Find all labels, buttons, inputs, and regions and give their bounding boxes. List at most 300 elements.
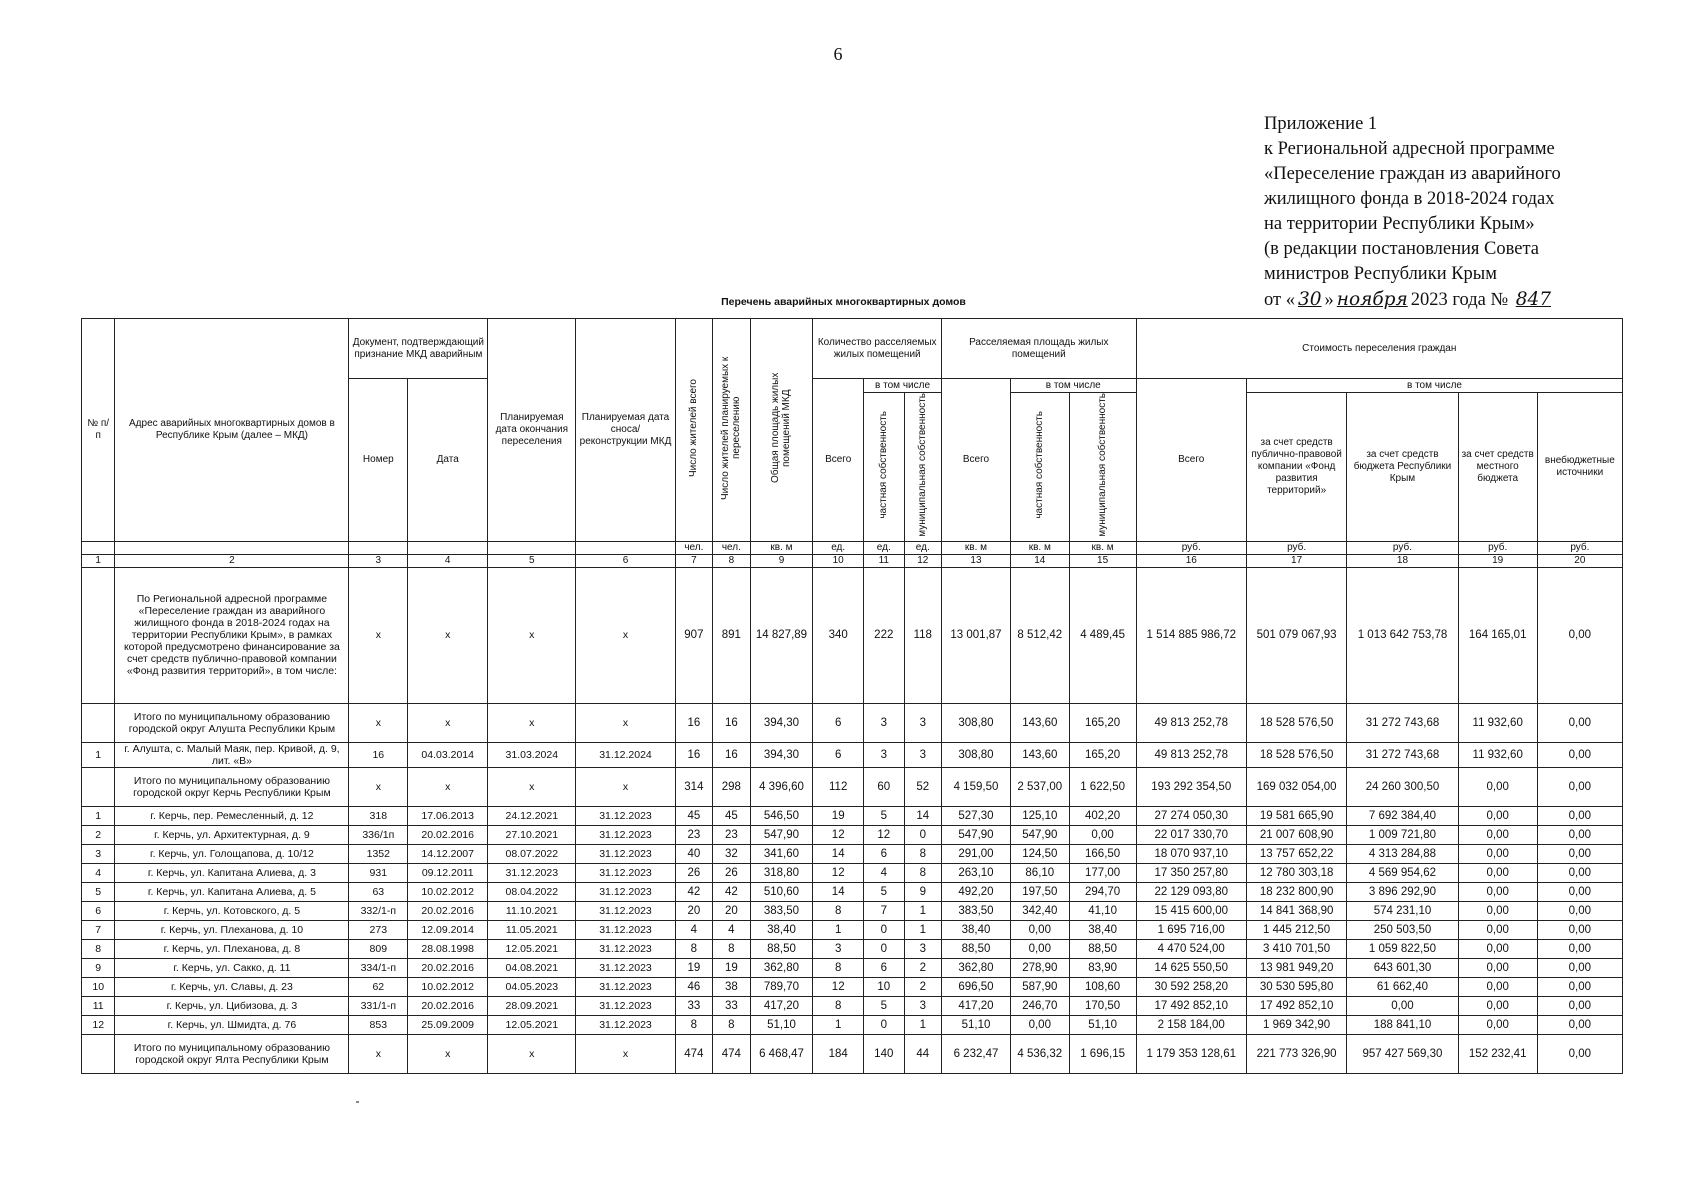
area-total-cell: 308,80 (942, 742, 1011, 767)
column-numbers-row (82, 554, 1623, 567)
cost-republic-cell: 1 059 822,50 (1347, 939, 1458, 958)
column-number-cell: 14 (1010, 554, 1069, 567)
cost-fund-cell: 221 773 326,90 (1246, 1034, 1346, 1073)
rooms-private-cell: 0 (864, 1015, 905, 1034)
area-private-cell: 2 537,00 (1010, 767, 1069, 806)
area-municipal-cell: 4 489,45 (1069, 567, 1136, 703)
area-total-cell: 13 001,87 (942, 567, 1011, 703)
cost-extra-cell: 0,00 (1537, 939, 1622, 958)
cost-fund-cell: 13 981 949,20 (1246, 958, 1346, 977)
table-row (82, 1015, 1623, 1034)
demolish-date-cell: 31.12.2023 (576, 939, 675, 958)
cost-local-cell: 0,00 (1458, 825, 1537, 844)
residents-total-cell: 20 (675, 901, 712, 920)
cost-total-cell: 22 129 093,80 (1136, 882, 1246, 901)
area-municipal-cell: 165,20 (1069, 742, 1136, 767)
column-number-cell: 13 (942, 554, 1011, 567)
rooms-private-cell: 5 (864, 806, 905, 825)
column-number-cell: 15 (1069, 554, 1136, 567)
rooms-total-cell: 19 (813, 806, 864, 825)
area-total-cell: 291,00 (942, 844, 1011, 863)
cost-republic-cell: 957 427 569,30 (1347, 1034, 1458, 1073)
rooms-municipal-cell: 2 (904, 958, 942, 977)
cost-local-cell: 0,00 (1458, 958, 1537, 977)
rooms-private-cell: 140 (864, 1034, 905, 1073)
address-cell: г. Керчь, ул. Шмидта, д. 76 (115, 1015, 349, 1034)
rooms-private-cell: 7 (864, 901, 905, 920)
table-subtotal-row (82, 703, 1623, 742)
cost-extra-cell: 0,00 (1537, 1034, 1622, 1073)
rooms-municipal-cell: 1 (904, 901, 942, 920)
area-total-cell: 527,30 (942, 806, 1011, 825)
table-row (82, 742, 1623, 767)
cost-fund-cell: 21 007 608,90 (1246, 825, 1346, 844)
header-cost-republic: за счет средств бюджета Республики Крым (1347, 393, 1458, 542)
cost-total-cell: 22 017 330,70 (1136, 825, 1246, 844)
handwritten-day: 30 (1297, 289, 1322, 310)
cost-local-cell: 11 932,60 (1458, 703, 1537, 742)
table-row (82, 825, 1623, 844)
date-prefix: от « (1264, 290, 1295, 310)
total-area-cell: 383,50 (750, 901, 813, 920)
cost-fund-cell: 17 492 852,10 (1246, 996, 1346, 1015)
demolish-date-cell: 31.12.2023 (576, 958, 675, 977)
demolish-date-cell: 31.12.2023 (576, 825, 675, 844)
header-rooms-group: Количество расселяемых жилых помещений (813, 319, 942, 379)
address-cell: Итого по муниципальному образованию городской округ Алушта Республики Крым (115, 703, 349, 742)
address-cell: г. Керчь, ул. Сакко, д. 11 (115, 958, 349, 977)
header-total-area: Общая площадь жилых помещений МКД (750, 319, 813, 542)
address-cell: г. Керчь, ул. Славы, д. 23 (115, 977, 349, 996)
cost-extra-cell: 0,00 (1537, 806, 1622, 825)
residents-planned-cell: 19 (713, 958, 750, 977)
total-area-cell: 51,10 (750, 1015, 813, 1034)
header-cost-fund: за счет средств публично-правовой компании «Фонд развития территорий» (1246, 393, 1346, 542)
column-number-cell: 18 (1347, 554, 1458, 567)
row-number (82, 567, 115, 703)
cost-fund-cell: 18 528 576,50 (1246, 742, 1346, 767)
header-rooms-private: частная собственность (864, 393, 905, 542)
table-row (82, 806, 1623, 825)
date-mid: » (1324, 290, 1334, 310)
row-number: 9 (82, 958, 115, 977)
cost-extra-cell: 0,00 (1537, 825, 1622, 844)
resettle-date-cell: 08.07.2022 (488, 844, 576, 863)
cost-republic-cell: 3 896 292,90 (1347, 882, 1458, 901)
area-private-cell: 0,00 (1010, 1015, 1069, 1034)
rooms-total-cell: 12 (813, 825, 864, 844)
cost-total-cell: 193 292 354,50 (1136, 767, 1246, 806)
resettle-date-cell: 12.05.2021 (488, 1015, 576, 1034)
rooms-private-cell: 60 (864, 767, 905, 806)
header-doc-number: Номер (349, 379, 408, 542)
appendix-line: на территории Республики Крым» (1264, 214, 1535, 234)
demolish-date-cell: х (576, 767, 675, 806)
doc-date-cell: х (408, 567, 488, 703)
area-municipal-cell: 1 622,50 (1069, 767, 1136, 806)
cost-fund-cell: 30 530 595,80 (1246, 977, 1346, 996)
rooms-municipal-cell: 0 (904, 825, 942, 844)
residents-total-cell: 474 (675, 1034, 712, 1073)
header-cost-total: Всего (1136, 379, 1246, 542)
demolish-date-cell: 31.12.2023 (576, 901, 675, 920)
rooms-total-cell: 12 (813, 863, 864, 882)
doc-date-cell: 10.02.2012 (408, 977, 488, 996)
doc-number-cell: 334/1-п (349, 958, 408, 977)
area-total-cell: 547,90 (942, 825, 1011, 844)
table-title: Перечень аварийных многоквартирных домов (721, 296, 966, 308)
address-cell: Итого по муниципальному образованию городской округ Ялта Республики Крым (115, 1034, 349, 1073)
unit-cell: ед. (813, 541, 864, 554)
cost-fund-cell: 3 410 701,50 (1246, 939, 1346, 958)
area-total-cell: 51,10 (942, 1015, 1011, 1034)
residents-planned-cell: 26 (713, 863, 750, 882)
cost-republic-cell: 574 231,10 (1347, 901, 1458, 920)
resettle-date-cell: х (488, 767, 576, 806)
residents-planned-cell: 23 (713, 825, 750, 844)
rooms-total-cell: 12 (813, 977, 864, 996)
doc-number-cell: 318 (349, 806, 408, 825)
rooms-municipal-cell: 8 (904, 863, 942, 882)
cost-extra-cell: 0,00 (1537, 844, 1622, 863)
column-number-cell: 4 (408, 554, 488, 567)
rooms-private-cell: 10 (864, 977, 905, 996)
residents-planned-cell: 32 (713, 844, 750, 863)
cost-total-cell: 30 592 258,20 (1136, 977, 1246, 996)
table-row (82, 958, 1623, 977)
area-municipal-cell: 88,50 (1069, 939, 1136, 958)
appendix-line: (в редакции постановления Совета (1264, 239, 1539, 259)
residents-total-cell: 16 (675, 742, 712, 767)
appendix-line: «Переселение граждан из аварийного (1264, 164, 1561, 184)
area-municipal-cell: 1 696,15 (1069, 1034, 1136, 1073)
rooms-private-cell: 12 (864, 825, 905, 844)
row-number: 6 (82, 901, 115, 920)
rooms-total-cell: 1 (813, 920, 864, 939)
residents-total-cell: 4 (675, 920, 712, 939)
residents-planned-cell: 45 (713, 806, 750, 825)
unit-cell (82, 541, 115, 554)
column-number-cell: 5 (488, 554, 576, 567)
row-number: 1 (82, 806, 115, 825)
cost-fund-cell: 18 232 800,90 (1246, 882, 1346, 901)
rooms-private-cell: 6 (864, 958, 905, 977)
doc-date-cell: 28.08.1998 (408, 939, 488, 958)
table-row (82, 939, 1623, 958)
header-area-incl: в том числе (1010, 379, 1136, 393)
row-number (82, 767, 115, 806)
rooms-municipal-cell: 3 (904, 742, 942, 767)
residents-planned-cell: 33 (713, 996, 750, 1015)
table-row (82, 996, 1623, 1015)
appendix-line: министров Республики Крым (1264, 264, 1497, 284)
cost-total-cell: 49 813 252,78 (1136, 703, 1246, 742)
residents-planned-cell: 8 (713, 1015, 750, 1034)
cost-fund-cell: 12 780 303,18 (1246, 863, 1346, 882)
rooms-private-cell: 0 (864, 920, 905, 939)
column-number-cell: 9 (750, 554, 813, 567)
handwritten-doc-number: 847 (1515, 289, 1552, 310)
cost-extra-cell: 0,00 (1537, 958, 1622, 977)
row-number (82, 703, 115, 742)
table-row (82, 920, 1623, 939)
cost-local-cell: 0,00 (1458, 901, 1537, 920)
residents-total-cell: 42 (675, 882, 712, 901)
rooms-total-cell: 8 (813, 901, 864, 920)
residents-total-cell: 907 (675, 567, 712, 703)
area-total-cell: 417,20 (942, 996, 1011, 1015)
area-municipal-cell: 165,20 (1069, 703, 1136, 742)
doc-number-cell: 332/1-п (349, 901, 408, 920)
demolish-date-cell: 31.12.2023 (576, 863, 675, 882)
unit-cell: кв. м (1010, 541, 1069, 554)
unit-cell (349, 541, 408, 554)
doc-number-cell: х (349, 767, 408, 806)
cost-republic-cell: 4 569 954,62 (1347, 863, 1458, 882)
column-number-cell: 12 (904, 554, 942, 567)
column-number-cell: 10 (813, 554, 864, 567)
rooms-municipal-cell: 1 (904, 1015, 942, 1034)
area-private-cell: 124,50 (1010, 844, 1069, 863)
area-total-cell: 88,50 (942, 939, 1011, 958)
residents-planned-cell: 8 (713, 939, 750, 958)
column-number-cell: 19 (1458, 554, 1537, 567)
area-private-cell: 8 512,42 (1010, 567, 1069, 703)
column-number-cell: 8 (713, 554, 750, 567)
cost-extra-cell: 0,00 (1537, 863, 1622, 882)
residents-planned-cell: 20 (713, 901, 750, 920)
doc-number-cell: 16 (349, 742, 408, 767)
address-cell: г. Керчь, ул. Плеханова, д. 10 (115, 920, 349, 939)
header-area-total: Всего (942, 379, 1011, 542)
residents-total-cell: 23 (675, 825, 712, 844)
header-planned-demolish: Планируемая дата сноса/ реконструкции МКД (576, 319, 675, 542)
doc-date-cell: 20.02.2016 (408, 958, 488, 977)
cost-fund-cell: 19 581 665,90 (1246, 806, 1346, 825)
demolish-date-cell: 31.12.2023 (576, 1015, 675, 1034)
row-number: 4 (82, 863, 115, 882)
unit-cell: кв. м (942, 541, 1011, 554)
area-private-cell: 0,00 (1010, 939, 1069, 958)
unit-cell: руб. (1347, 541, 1458, 554)
header-cost-extra: внебюджетные источники (1537, 393, 1622, 542)
area-municipal-cell: 83,90 (1069, 958, 1136, 977)
scan-speck (356, 1101, 359, 1103)
residents-total-cell: 40 (675, 844, 712, 863)
demolish-date-cell: х (576, 567, 675, 703)
total-area-cell: 417,20 (750, 996, 813, 1015)
row-number: 8 (82, 939, 115, 958)
rooms-municipal-cell: 1 (904, 920, 942, 939)
address-cell: По Региональной адресной программе «Переселение граждан из аварийного жилищного фонда в 2018-2024 годах на территории Республики Крым», в рамках которой предусмотрено финансирование за счет средств публично-правовой компании «Фонд развития территорий», в том числе: (115, 567, 349, 703)
cost-total-cell: 2 158 184,00 (1136, 1015, 1246, 1034)
cost-total-cell: 18 070 937,10 (1136, 844, 1246, 863)
cost-fund-cell: 14 841 368,90 (1246, 901, 1346, 920)
total-area-cell: 789,70 (750, 977, 813, 996)
cost-total-cell: 49 813 252,78 (1136, 742, 1246, 767)
area-total-cell: 308,80 (942, 703, 1011, 742)
doc-date-cell: 25.09.2009 (408, 1015, 488, 1034)
table-subtotal-row (82, 767, 1623, 806)
demolish-date-cell: 31.12.2023 (576, 977, 675, 996)
rooms-private-cell: 0 (864, 939, 905, 958)
total-area-cell: 6 468,47 (750, 1034, 813, 1073)
area-municipal-cell: 0,00 (1069, 825, 1136, 844)
appendix-line: жилищного фонда в 2018-2024 годах (1264, 189, 1555, 209)
rooms-private-cell: 6 (864, 844, 905, 863)
cost-local-cell: 152 232,41 (1458, 1034, 1537, 1073)
header-cost-incl: в том числе (1246, 379, 1622, 393)
area-private-cell: 278,90 (1010, 958, 1069, 977)
demolish-date-cell: х (576, 703, 675, 742)
cost-republic-cell: 24 260 300,50 (1347, 767, 1458, 806)
demolish-date-cell: 31.12.2023 (576, 806, 675, 825)
unit-cell: руб. (1458, 541, 1537, 554)
area-total-cell: 696,50 (942, 977, 1011, 996)
area-total-cell: 383,50 (942, 901, 1011, 920)
cost-total-cell: 27 274 050,30 (1136, 806, 1246, 825)
residents-total-cell: 26 (675, 863, 712, 882)
rooms-municipal-cell: 8 (904, 844, 942, 863)
rooms-total-cell: 14 (813, 844, 864, 863)
cost-local-cell: 0,00 (1458, 939, 1537, 958)
header-rooms-total: Всего (813, 379, 864, 542)
area-private-cell: 125,10 (1010, 806, 1069, 825)
address-cell: г. Керчь, ул. Цибизова, д. 3 (115, 996, 349, 1015)
cost-local-cell: 11 932,60 (1458, 742, 1537, 767)
resettle-date-cell: 04.08.2021 (488, 958, 576, 977)
row-number: 3 (82, 844, 115, 863)
cost-total-cell: 14 625 550,50 (1136, 958, 1246, 977)
resettle-date-cell: 11.10.2021 (488, 901, 576, 920)
doc-number-cell: 853 (349, 1015, 408, 1034)
rooms-total-cell: 1 (813, 1015, 864, 1034)
header-address: Адрес аварийных многоквартирных домов в Республике Крым (далее – МКД) (115, 319, 349, 542)
resettle-date-cell: 31.12.2023 (488, 863, 576, 882)
table-subtotal-row (82, 1034, 1623, 1073)
cost-total-cell: 17 492 852,10 (1136, 996, 1246, 1015)
cost-extra-cell: 0,00 (1537, 882, 1622, 901)
cost-republic-cell: 7 692 384,40 (1347, 806, 1458, 825)
resettle-date-cell: 12.05.2021 (488, 939, 576, 958)
doc-number-cell: 331/1-п (349, 996, 408, 1015)
doc-number-cell: 336/1п (349, 825, 408, 844)
address-cell: г. Алушта, с. Малый Маяк, пер. Кривой, д. 9, лит. «В» (115, 742, 349, 767)
cost-local-cell: 0,00 (1458, 863, 1537, 882)
total-area-cell: 394,30 (750, 703, 813, 742)
residents-total-cell: 314 (675, 767, 712, 806)
unit-cell: руб. (1537, 541, 1622, 554)
area-municipal-cell: 51,10 (1069, 1015, 1136, 1034)
row-number: 1 (82, 742, 115, 767)
residents-total-cell: 46 (675, 977, 712, 996)
table-row (82, 901, 1623, 920)
residents-planned-cell: 891 (713, 567, 750, 703)
doc-date-cell: 17.06.2013 (408, 806, 488, 825)
doc-number-cell: 63 (349, 882, 408, 901)
area-municipal-cell: 166,50 (1069, 844, 1136, 863)
address-cell: г. Керчь, ул. Капитана Алиева, д. 5 (115, 882, 349, 901)
rooms-municipal-cell: 2 (904, 977, 942, 996)
cost-republic-cell: 61 662,40 (1347, 977, 1458, 996)
residents-planned-cell: 474 (713, 1034, 750, 1073)
table-row (82, 977, 1623, 996)
header-residents-total: Число жителей всего (675, 319, 712, 542)
area-total-cell: 492,20 (942, 882, 1011, 901)
cost-extra-cell: 0,00 (1537, 567, 1622, 703)
rooms-municipal-cell: 9 (904, 882, 942, 901)
cost-local-cell: 0,00 (1458, 844, 1537, 863)
cost-local-cell: 0,00 (1458, 767, 1537, 806)
cost-extra-cell: 0,00 (1537, 703, 1622, 742)
total-area-cell: 14 827,89 (750, 567, 813, 703)
area-municipal-cell: 177,00 (1069, 863, 1136, 882)
resettle-date-cell: 08.04.2022 (488, 882, 576, 901)
doc-number-cell: 809 (349, 939, 408, 958)
total-area-cell: 362,80 (750, 958, 813, 977)
residents-planned-cell: 298 (713, 767, 750, 806)
doc-date-cell: 12.09.2014 (408, 920, 488, 939)
row-number: 5 (82, 882, 115, 901)
appendix-line: к Региональной адресной программе (1264, 139, 1555, 159)
demolish-date-cell: 31.12.2023 (576, 996, 675, 1015)
cost-local-cell: 0,00 (1458, 1015, 1537, 1034)
area-private-cell: 246,70 (1010, 996, 1069, 1015)
rooms-private-cell: 5 (864, 996, 905, 1015)
row-number: 10 (82, 977, 115, 996)
doc-number-cell: 62 (349, 977, 408, 996)
area-private-cell: 4 536,32 (1010, 1034, 1069, 1073)
address-cell: г. Керчь, ул. Голощапова, д. 10/12 (115, 844, 349, 863)
address-cell: г. Керчь, ул. Архитектурная, д. 9 (115, 825, 349, 844)
total-area-cell: 88,50 (750, 939, 813, 958)
rooms-total-cell: 184 (813, 1034, 864, 1073)
unit-cell (115, 541, 349, 554)
rooms-municipal-cell: 3 (904, 939, 942, 958)
unit-cell (408, 541, 488, 554)
header-area-municipal: муниципальная собственность (1069, 393, 1136, 542)
cost-total-cell: 15 415 600,00 (1136, 901, 1246, 920)
area-total-cell: 6 232,47 (942, 1034, 1011, 1073)
rooms-municipal-cell: 118 (904, 567, 942, 703)
column-number-cell: 16 (1136, 554, 1246, 567)
area-private-cell: 547,90 (1010, 825, 1069, 844)
header-num: № п/ п (82, 319, 115, 542)
cost-extra-cell: 0,00 (1537, 742, 1622, 767)
rooms-private-cell: 3 (864, 742, 905, 767)
doc-date-cell: 20.02.2016 (408, 825, 488, 844)
resettle-date-cell: 11.05.2021 (488, 920, 576, 939)
unit-cell: руб. (1136, 541, 1246, 554)
cost-extra-cell: 0,00 (1537, 996, 1622, 1015)
area-municipal-cell: 402,20 (1069, 806, 1136, 825)
table-subtotal-row (82, 567, 1623, 703)
handwritten-month: ноября (1336, 289, 1408, 310)
row-number: 7 (82, 920, 115, 939)
cost-extra-cell: 0,00 (1537, 1015, 1622, 1034)
cost-republic-cell: 1 009 721,80 (1347, 825, 1458, 844)
residents-total-cell: 8 (675, 939, 712, 958)
cost-total-cell: 4 470 524,00 (1136, 939, 1246, 958)
doc-number-cell: х (349, 703, 408, 742)
header-planned-resettle: Планируемая дата окончания переселения (488, 319, 576, 542)
total-area-cell: 38,40 (750, 920, 813, 939)
doc-number-cell: х (349, 1034, 408, 1073)
area-municipal-cell: 294,70 (1069, 882, 1136, 901)
emergency-houses-table (81, 318, 1623, 1074)
cost-total-cell: 17 350 257,80 (1136, 863, 1246, 882)
cost-extra-cell: 0,00 (1537, 977, 1622, 996)
